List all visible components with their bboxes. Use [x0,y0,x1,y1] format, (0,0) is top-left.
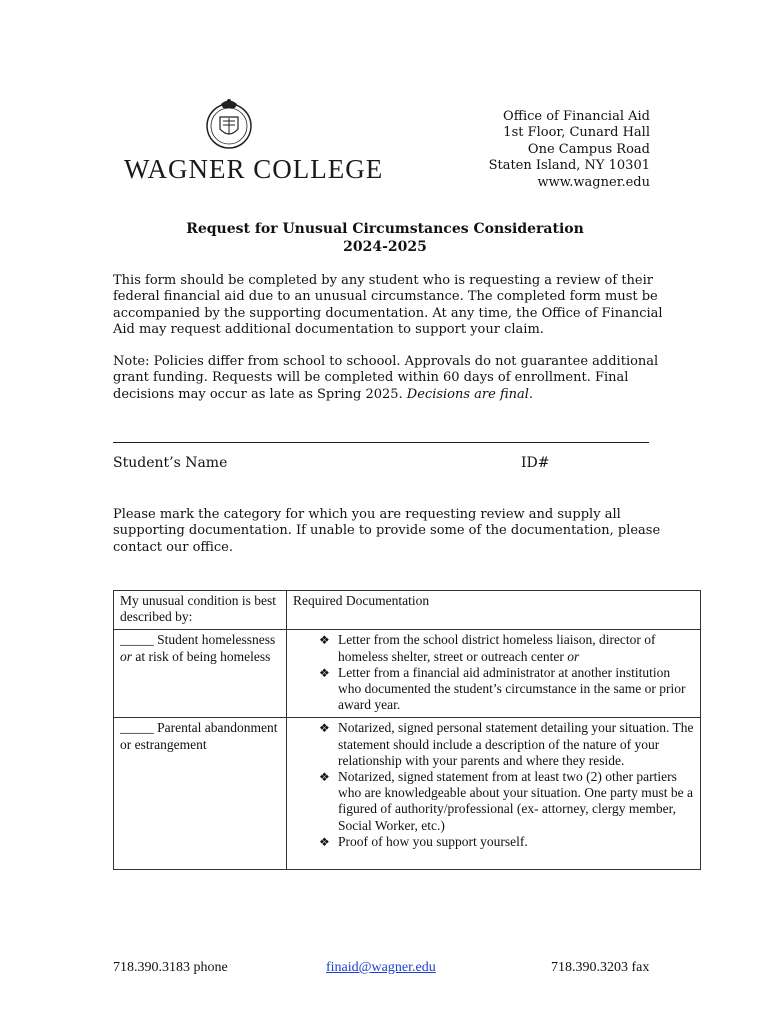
footer-phone: 718.390.3183 phone [113,960,228,975]
documentation-table [113,590,701,870]
doc-text: Letter from a financial aid administrator at another institution who documented the student’s circumstance in the same or prior award year. [338,664,686,713]
address-line-floor: 1st Floor, Cunard Hall [503,125,650,141]
diamond-bullet-icon: ❖ [319,721,330,736]
form-year: 2024-2025 [343,239,427,255]
category-blank: _____ [120,632,158,648]
diamond-bullet-icon: ❖ [319,665,330,680]
address-line-city: Staten Island, NY 10301 [488,158,650,174]
intro-paragraph: This form should be completed by any student who is requesting a review of their federal financial aid due to an unusual circumstance. The completed form must be accompanied by the supporting documentation. At any time, the Office of Financial Aid may request additional documentation to support your claim. [113,273,663,338]
table-row [114,718,701,870]
student-id-label: ID# [521,455,550,471]
office-address [489,109,650,191]
column-header-condition: My unusual condition is best described by: [114,591,287,630]
note-paragraph [113,354,663,403]
list-item [293,769,694,834]
note-text: Note: Policies differ from school to schoool. Approvals do not guarantee additional grant funding. Requests will be completed within 60 days of enrollment. Final decisions may occur as late as Spring 2025. [113,354,659,402]
category-homelessness[interactable] [114,630,287,718]
list-item [293,665,694,714]
doc-emphasis: or [567,648,580,664]
doc-text: Proof of how you support yourself. [338,833,528,849]
diamond-bullet-icon: ❖ [319,633,330,648]
doc-text: Notarized, signed statement from at least two (2) other partiers who are knowledgeable about your situation. One party must be a figured of authority/professional (ex- attorney, clergy member, Social Worker, etc.) [338,769,694,833]
address-line-website: www.wagner.edu [537,174,650,190]
note-final-text: Decisions are final. [406,386,534,402]
list-item [293,632,694,664]
docs-cell [287,630,701,718]
college-seal-logo [203,96,255,150]
table-row [114,630,701,718]
category-parental-abandonment[interactable]: _____ Parental abandonment or estrangement [114,718,287,870]
diamond-bullet-icon: ❖ [319,834,330,849]
doc-text: Letter from the school district homeless liaison, director of homeless shelter, street or outreach center [338,632,656,664]
docs-list [293,632,694,713]
footer-email-link[interactable]: finaid@wagner.edu [326,960,436,975]
category-emphasis: or [120,648,133,664]
docs-list [293,720,694,850]
category-text: Student homelessness [157,632,276,648]
list-item [293,720,694,769]
table-header-row [114,591,701,630]
diamond-bullet-icon: ❖ [319,770,330,785]
list-item [293,834,694,850]
signature-line[interactable] [113,442,649,443]
college-wordmark: WAGNER COLLEGE [124,154,384,184]
form-title: Request for Unusual Circumstances Consideration [186,221,584,237]
student-name-label: Student’s Name [113,455,228,471]
column-header-documentation: Required Documentation [287,591,701,630]
doc-text: Notarized, signed personal statement detailing your situation. The statement should include a description of the nature of your relationship with your parents and where they reside. [338,720,694,768]
address-line-office: Office of Financial Aid [503,109,650,124]
category-text-end: at risk of being homeless [132,648,271,664]
instructions-paragraph: Please mark the category for which you are requesting review and supply all supporting documentation. If unable to provide some of the documentation, please contact our office. [113,507,661,555]
footer-fax: 718.390.3203 fax [551,960,650,975]
address-line-road: One Campus Road [527,141,650,157]
docs-cell [287,718,701,870]
